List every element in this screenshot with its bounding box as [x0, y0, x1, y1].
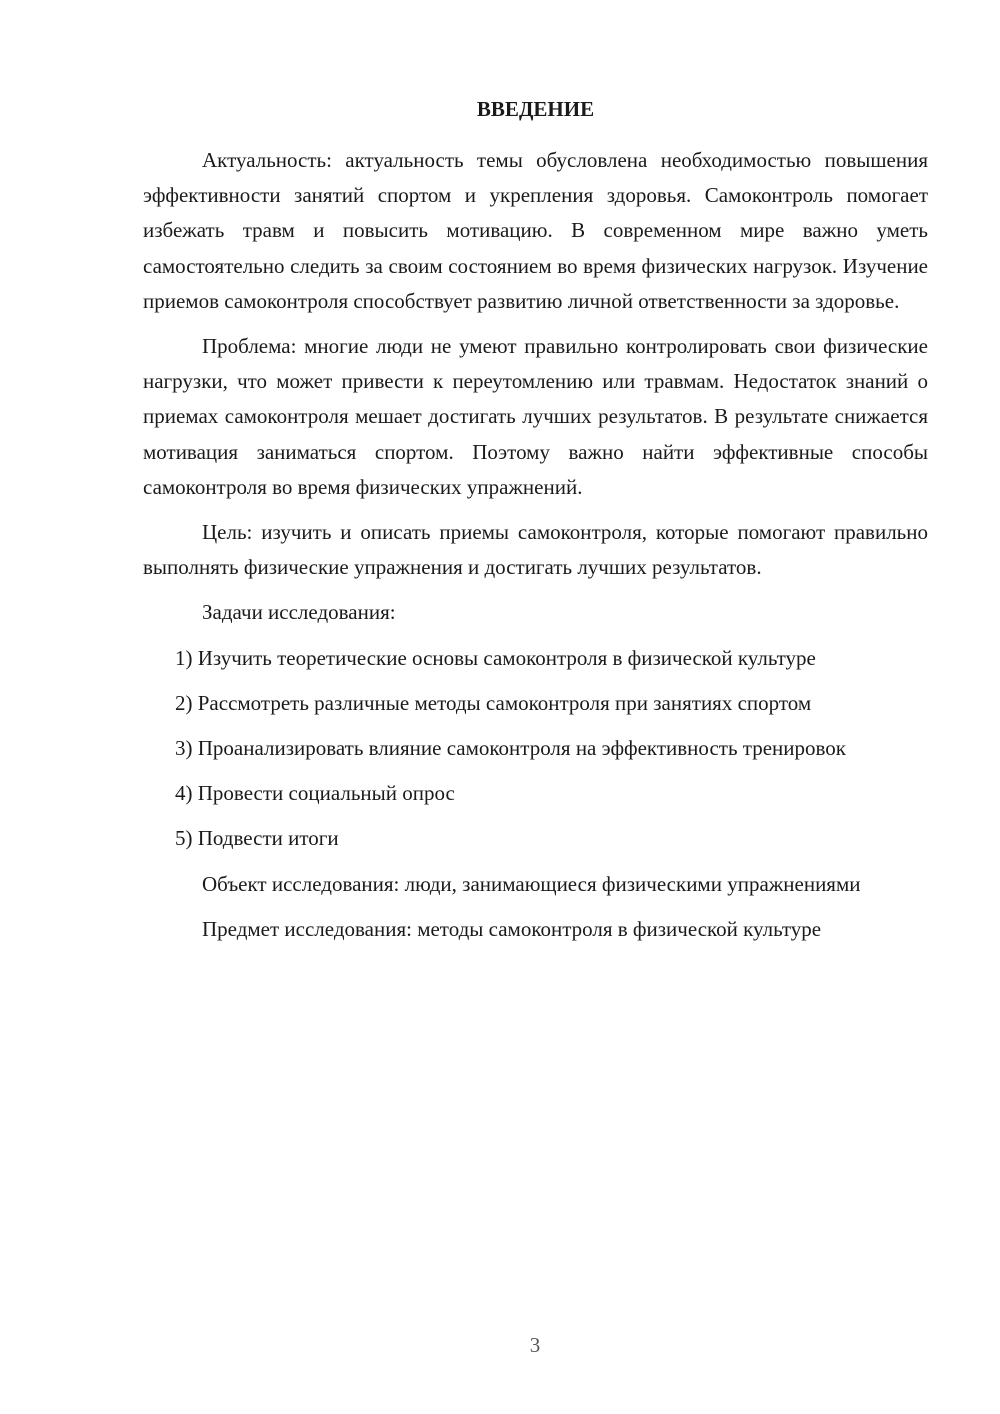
goal-paragraph: Цель: изучить и описать приемы самоконтроля, которые помогают правильно выполнять физические упражнения и достигать лучших результатов. [143, 520, 928, 580]
relevance-paragraph: Актуальность: актуальность темы обусловлена необходимостью повышения эффективности занятий спортом и укрепления здоровья. Самоконтроль помогает избежать травм и повысить мотивацию. В современном мире важно уметь самостоятельно следить за своим состоянием во время физических нагрузок. Изучение приемов самоконтроля способствует развитию личной ответственности за здоровье. [143, 148, 928, 313]
task-item-3: 3) Проанализировать влияние самоконтроля на эффективность тренировок [175, 736, 846, 761]
object-paragraph: Объект исследования: люди, занимающиеся физическими упражнениями [202, 871, 861, 896]
subject-paragraph: Предмет исследования: методы самоконтроля в физической культуре [202, 916, 822, 941]
tasks-title: Задачи исследования: [202, 600, 396, 625]
task-item-5: 5) Подвести итоги [175, 826, 339, 851]
task-item-2: 2) Рассмотреть различные методы самоконтроля при занятиях спортом [175, 690, 812, 715]
page-number: 3 [529, 1333, 541, 1357]
task-item-1: 1) Изучить теоретические основы самоконтроля в физической культуре [175, 645, 816, 670]
document-page [143, 92, 928, 957]
section-heading: ВВЕДЕНИЕ [476, 97, 595, 121]
task-item-4: 4) Провести социальный опрос [175, 781, 455, 806]
problem-paragraph: Проблема: многие люди не умеют правильно контролировать свои физические нагрузки, что может привести к переутомлению или травмам. Недостаток знаний о приемах самоконтроля мешает достигать лучших результатов. В результате снижается мотивация заниматься спортом. Поэтому важно найти эффективные способы самоконтроля во время физических упражнений. [143, 334, 928, 499]
